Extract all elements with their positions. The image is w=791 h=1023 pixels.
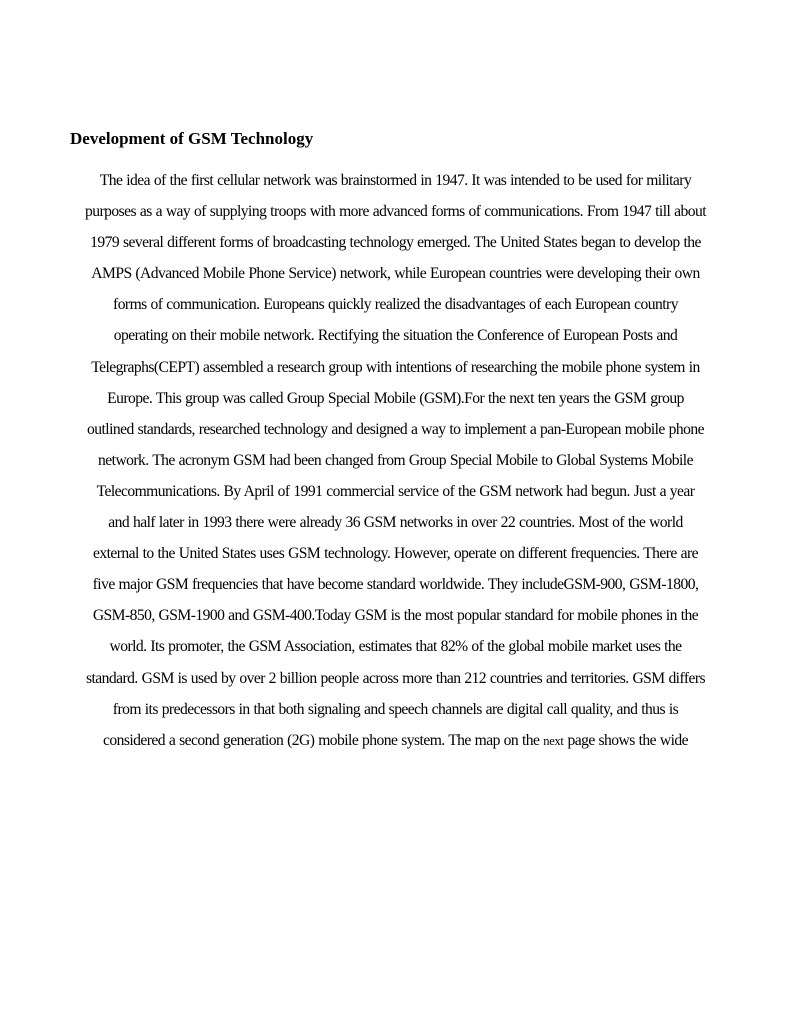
paragraph-line: AMPS (Advanced Mobile Phone Service) network, while European countries were developing their own — [91, 265, 700, 283]
paragraph-line: outlined standards, researched technology and designed a way to implement a pan-European mobile phone — [87, 420, 704, 438]
section-heading: Development of GSM Technology — [70, 129, 314, 148]
paragraph-line: purposes as a way of supplying troops with more advanced forms of communications. From 1947 till about — [84, 203, 707, 221]
paragraph-line: The idea of the first cellular network was brainstormed in 1947. It was intended to be used for military — [99, 172, 692, 189]
last-line-text: considered a second generation (2G) mobile phone system. The map on the — [102, 731, 544, 749]
paragraph-line: external to the United States uses GSM technology. However, operate on different frequencies. There are — [92, 545, 698, 563]
paragraph-line: operating on their mobile network. Rectifying the situation the Conference of European Posts and — [113, 327, 678, 345]
paragraph-line: 1979 several different forms of broadcasting technology emerged. The United States began to develop the — [90, 234, 701, 252]
paragraph-line: GSM-850, GSM-1900 and GSM-400.Today GSM is the most popular standard for mobile phones in the — [92, 607, 699, 625]
last-line-text-end: page shows the wide — [563, 731, 688, 749]
paragraph-line: and half later in 1993 there were already 36 GSM networks in over 22 countries. Most of the world — [108, 514, 683, 532]
last-line-small-word: next — [543, 733, 564, 748]
paragraph-line: five major GSM frequencies that have become standard worldwide. They includeGSM-900, GSM-1800, — [92, 576, 699, 594]
paragraph-line: Europe. This group was called Group Special Mobile (GSM).For the next ten years the GSM group — [107, 389, 684, 407]
paragraph-line: forms of communication. Europeans quickly realized the disadvantages of each European country — [113, 296, 678, 314]
paragraph-line: standard. GSM is used by over 2 billion people across more than 212 countries and territories. GSM differs — [85, 669, 706, 687]
paragraph-last-line — [60, 730, 731, 761]
body-paragraph — [60, 170, 731, 761]
paragraph-line: from its predecessors in that both signaling and speech channels are digital call quality, and thus is — [112, 700, 679, 718]
paragraph-line: Telegraphs(CEPT) assembled a research group with intentions of researching the mobile phone system in — [91, 358, 700, 376]
paragraph-line: network. The acronym GSM had been changed from Group Special Mobile to Global Systems Mobile — [98, 451, 693, 469]
paragraph-line: Telecommunications. By April of 1991 commercial service of the GSM network had begun. Just a year — [96, 482, 695, 500]
paragraph-line: world. Its promoter, the GSM Association, estimates that 82% of the global mobile market uses the — [109, 638, 682, 656]
